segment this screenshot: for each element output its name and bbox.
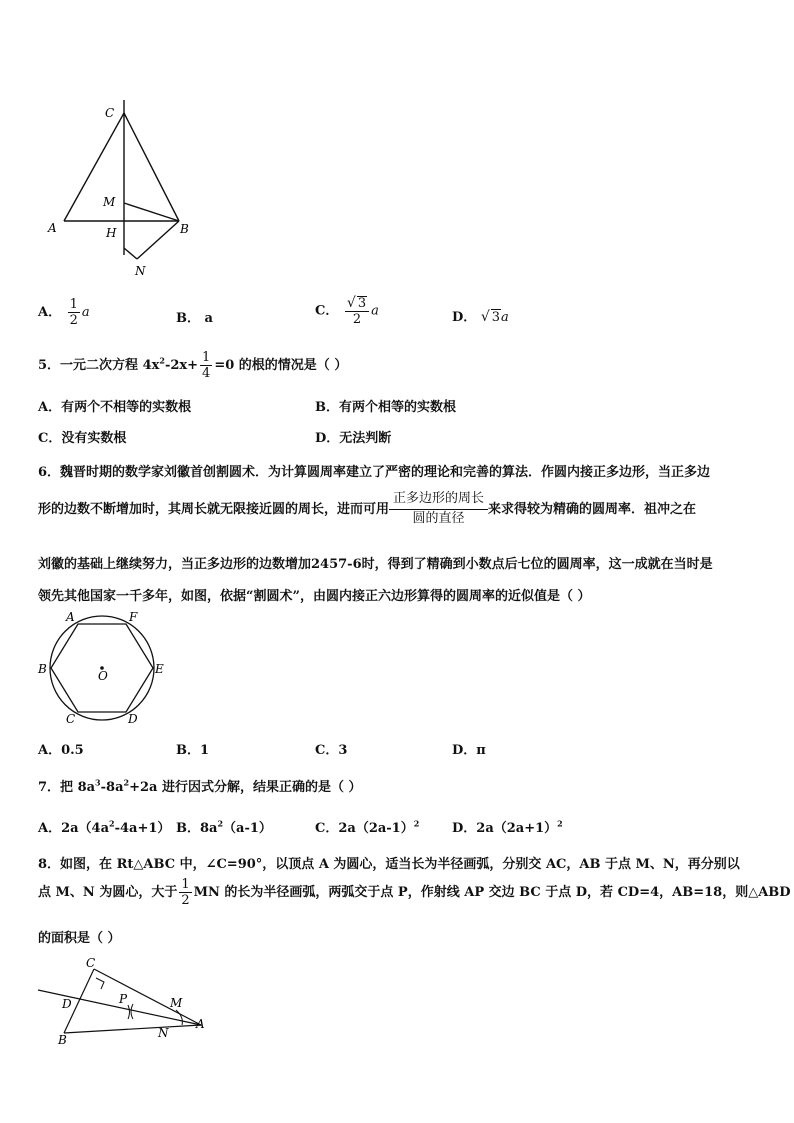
right-triangle-figure: [36, 955, 211, 1047]
fraction-denominator: 2: [352, 312, 362, 327]
triangle-abc-figure: [40, 95, 210, 285]
label-a: A: [66, 610, 75, 624]
q6-option-d[interactable]: D．π: [452, 743, 486, 758]
label-a: A: [48, 221, 57, 235]
label-n: N: [158, 1026, 169, 1040]
q5-option-b[interactable]: B．有两个相等的实数根: [315, 400, 456, 415]
label-f: F: [129, 610, 138, 624]
radicand: 3: [491, 310, 501, 325]
q6-line2-post: 来求得较为精确的圆周率．祖冲之在: [488, 501, 697, 517]
q5-suffix: =0 的根的情况是（ ）: [214, 358, 348, 373]
q6-line-3: 刘徽的基础上继续努力，当正多边形的边数增加2457-6时，得到了精确到小数点后七位的圆周率，这一成就在当时是: [38, 557, 713, 572]
q6-option-a[interactable]: A．0.5: [38, 743, 84, 758]
label-n: N: [135, 264, 146, 278]
label-c: C: [66, 712, 76, 726]
q7-b-post: （a-1）: [223, 821, 272, 836]
q4-option-a-letter: A．: [38, 305, 62, 320]
q6-option-c[interactable]: C．3: [315, 743, 348, 758]
q8-line2-post: MN 的长为半径画弧，两弧交于点 P，作射线 AP 交边 BC 于点 D，若 CD=4，AB=18，则△ABD: [193, 885, 791, 900]
fraction-denominator: 圆的直径: [412, 510, 465, 526]
q7-sup1: 3: [95, 777, 101, 788]
q6-option-b[interactable]: B．1: [176, 743, 210, 758]
q5-fraction: [200, 351, 212, 380]
q7-sup2: 2: [123, 777, 130, 788]
label-p: P: [119, 992, 128, 1006]
q7-c-sup: 2: [413, 818, 420, 829]
label-a: A: [196, 1017, 205, 1031]
q7-option-c[interactable]: [315, 817, 419, 836]
label-h: H: [106, 226, 117, 240]
q4-option-b-letter: B．: [176, 311, 200, 326]
q7-a-post: -4a+1）: [114, 821, 171, 836]
q4-option-a[interactable]: [38, 298, 90, 327]
label-c: C: [105, 106, 115, 120]
q7-c-pre: C．2a（2a-1）: [315, 821, 414, 836]
label-m: M: [103, 195, 116, 209]
q4-option-d[interactable]: D． √ 3a: [452, 309, 509, 325]
q7-mid1: -8a: [100, 780, 124, 795]
q5-mid: -2x+: [164, 358, 199, 373]
q7-b-pre: B．8a: [176, 821, 218, 836]
hexagon-circle-figure: [36, 610, 172, 728]
q8-line-2: [38, 878, 791, 907]
fraction-numerator: 1: [181, 877, 190, 892]
label-m: M: [170, 996, 183, 1010]
q7-stem: [38, 776, 362, 795]
q5-option-c[interactable]: C．没有实数根: [38, 431, 127, 446]
label-b: B: [38, 662, 47, 676]
label-b: B: [58, 1033, 67, 1047]
q6-line-2: [38, 492, 696, 527]
q7-mid2: +2a 进行因式分解，结果正确的是（ ）: [129, 780, 362, 795]
q7-d-pre: D．2a（2a+1）: [452, 821, 558, 836]
fraction-numerator: 1: [202, 350, 211, 365]
q4-option-a-fraction: [68, 298, 80, 327]
q4-option-a-var: a: [81, 305, 90, 320]
q7-option-a[interactable]: [38, 817, 170, 836]
q4-option-c-var: a: [371, 303, 379, 319]
q7-pre: 7．把 8a: [38, 780, 96, 795]
label-o: O: [98, 669, 108, 683]
q6-line-1: 6．魏晋时期的数学家刘徽首创割圆术．为计算圆周率建立了严密的理论和完善的算法．作圆内接正多边形，当正多边: [38, 465, 711, 480]
q4-option-c-letter: C．: [315, 303, 339, 319]
q8-line2-pre: 点 M、N 为圆心，大于: [38, 885, 178, 900]
label-d: D: [62, 997, 72, 1011]
q5-sup: 2: [159, 355, 165, 366]
radicand: 3: [357, 296, 367, 311]
q4-option-c[interactable]: [315, 296, 379, 326]
q5-prefix: 5．一元二次方程 4x: [38, 358, 160, 373]
fraction-denominator: 4: [202, 366, 211, 381]
q4-option-b-text: a: [204, 311, 213, 326]
q6-line-4: 领先其他国家一千多年，如图，依据“割圆术”，由圆内接正六边形算得的圆周率的近似值是（ ）: [38, 589, 591, 604]
q8-line-3: 的面积是（ ）: [38, 931, 121, 946]
q7-a-pre: A．2a（4a: [38, 821, 110, 836]
q6-line2-pre: 形的边数不断增加时，其周长就无限接近圆的周长，进而可用: [38, 501, 390, 517]
q4-option-d-var: a: [501, 310, 509, 325]
q7-option-d[interactable]: [452, 817, 563, 836]
q5-option-a[interactable]: A．有两个不相等的实数根: [38, 400, 192, 415]
q5-option-d[interactable]: D．无法判断: [315, 431, 392, 446]
fraction-denominator: 2: [69, 313, 78, 328]
q8-line-1: 8．如图，在 Rt△ABC 中，∠C=90°，以顶点 A 为圆心，适当长为半径画弧，分别交 AC，AB 于点 M、N，再分别以: [38, 857, 740, 872]
q7-b-sup: 2: [217, 818, 224, 829]
fraction-denominator: 2: [181, 893, 190, 908]
label-b: B: [180, 222, 189, 236]
q8-fraction: [179, 878, 191, 907]
label-e: E: [155, 662, 164, 676]
label-d: D: [128, 712, 138, 726]
q7-a-sup: 2: [109, 818, 115, 829]
label-c: C: [86, 956, 96, 970]
q4-option-c-fraction: $\frac{√ 3}{2}$: [345, 296, 369, 326]
q7-option-b[interactable]: [176, 817, 272, 836]
q6-fraction: [389, 492, 488, 527]
fraction-numerator: 1: [69, 297, 78, 312]
fraction-numerator: 正多边形的周长: [389, 492, 488, 510]
q5-stem: [38, 351, 347, 380]
q4-option-b[interactable]: [176, 307, 213, 326]
q4-option-d-letter: D．: [452, 310, 477, 325]
q7-d-sup: 2: [557, 818, 563, 829]
